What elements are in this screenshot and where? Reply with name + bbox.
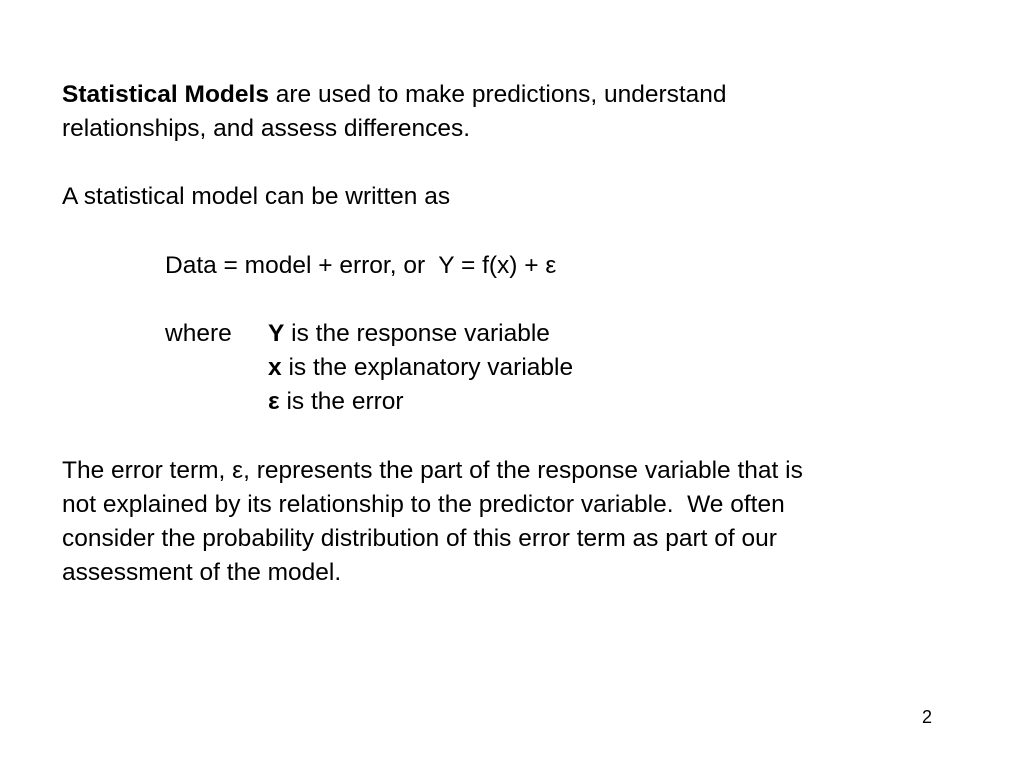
- definition-epsilon: [268, 385, 404, 419]
- definition-symbol-epsilon: ε: [268, 388, 280, 415]
- model-intro-text: A statistical model can be written as: [62, 183, 451, 210]
- paragraph-line-2: not explained by its relationship to the predictor variable. We often: [62, 491, 785, 518]
- definition-y: [268, 317, 550, 351]
- model-equation: Data = model + error, or Y = f(x) + ε: [165, 252, 557, 279]
- definition-text-x: is the explanatory variable: [281, 354, 574, 381]
- intro-line-1-text: are used to make predictions, understand: [268, 81, 727, 108]
- paragraph-line-1: The error term, ε, represents the part of the response variable that is: [62, 457, 803, 484]
- where-label: where: [165, 320, 232, 347]
- intro-line-1: [62, 78, 727, 112]
- intro-line-2: relationships, and assess differences.: [62, 115, 471, 142]
- page-number: 2: [922, 707, 933, 727]
- paragraph-line-4: assessment of the model.: [62, 559, 342, 586]
- definition-symbol-x: x: [268, 354, 282, 381]
- definition-text-epsilon: is the error: [279, 388, 404, 415]
- paragraph-line-3: consider the probability distribution of this error term as part of our: [62, 525, 777, 552]
- definition-x: [268, 351, 573, 385]
- definition-text-y: is the response variable: [284, 320, 550, 347]
- statistical-models-term: Statistical Models: [62, 81, 269, 108]
- definition-symbol-y: Y: [268, 320, 285, 347]
